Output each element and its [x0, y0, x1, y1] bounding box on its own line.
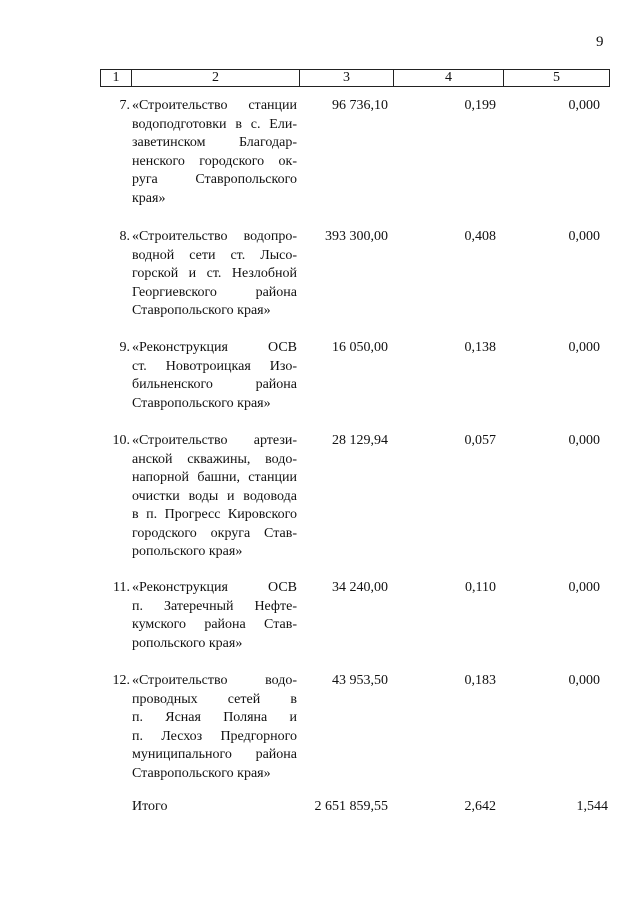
description-line: проводных сетей в: [132, 691, 297, 707]
row-number: 10.: [112, 433, 130, 448]
row-value-5: 0,000: [568, 433, 600, 448]
description-line: ненского городского ок-: [132, 153, 297, 169]
row-value-5: 0,000: [568, 580, 600, 595]
total-value-5: 1,544: [576, 799, 608, 814]
total-value-4: 2,642: [464, 799, 496, 814]
row-value-4: 0,183: [464, 673, 496, 688]
column-header-row: [100, 69, 610, 87]
description-line: муниципального района: [132, 747, 297, 762]
description-line: анской скважины, водо-: [132, 451, 297, 467]
description-line: водоподготовки в с. Ели-: [132, 116, 297, 132]
description-line: Георгиевского района: [132, 284, 297, 300]
description-line: в п. Прогресс Кировского: [132, 507, 297, 522]
row-amount: 16 050,00: [332, 340, 388, 355]
description-line: горской и ст. Незлобной: [132, 266, 297, 281]
row-description: [132, 579, 297, 653]
row-value-5: 0,000: [568, 673, 600, 688]
description-line: Ставропольского края»: [132, 395, 271, 411]
row-amount: 43 953,50: [332, 673, 388, 688]
description-line: ропольского края»: [132, 635, 243, 651]
row-amount: 96 736,10: [332, 98, 388, 113]
header-col-2: 2: [132, 70, 300, 87]
row-description: [132, 228, 297, 321]
description-line: «Строительство артези-: [132, 433, 297, 448]
description-line: п. Лесхоз Предгорного: [132, 728, 297, 744]
description-line: очистки воды и водовода: [132, 488, 297, 504]
row-amount: 393 300,00: [325, 229, 388, 244]
header-col-3: 3: [300, 70, 394, 87]
row-number: 9.: [119, 340, 130, 355]
total-label: Итого: [132, 799, 168, 814]
row-amount: 28 129,94: [332, 433, 388, 448]
description-line: Ставропольского края»: [132, 303, 271, 318]
header-col-1: 1: [101, 70, 132, 87]
row-number: 11.: [113, 580, 130, 595]
description-line: п. Ясная Поляна и: [132, 710, 297, 725]
row-description: [132, 339, 297, 413]
row-value-4: 0,057: [464, 433, 496, 448]
row-number: 8.: [119, 229, 130, 244]
row-value-4: 0,138: [464, 340, 496, 355]
row-value-5: 0,000: [568, 340, 600, 355]
description-line: ропольского края»: [132, 544, 243, 559]
row-value-4: 0,199: [464, 98, 496, 113]
description-line: «Реконструкция ОСВ: [132, 340, 297, 355]
description-line: «Строительство водопро-: [132, 229, 297, 244]
description-line: «Реконструкция ОСВ: [132, 580, 297, 595]
header-col-5: 5: [504, 70, 610, 87]
total-amount: 2 651 859,55: [314, 799, 388, 814]
row-number: 12.: [112, 673, 130, 688]
description-line: Ставропольского края»: [132, 765, 271, 781]
header-col-4: 4: [394, 70, 504, 87]
description-line: «Строительство станции: [132, 98, 297, 113]
description-line: городского округа Став-: [132, 525, 297, 541]
row-description: [132, 432, 297, 562]
row-value-4: 0,110: [465, 580, 496, 595]
row-value-5: 0,000: [568, 98, 600, 113]
row-amount: 34 240,00: [332, 580, 388, 595]
row-description: [132, 672, 297, 783]
description-line: ст. Новотроицкая Изо-: [132, 358, 297, 374]
row-value-4: 0,408: [464, 229, 496, 244]
description-line: края»: [132, 190, 166, 206]
page-number: 9: [596, 34, 604, 50]
description-line: напорной башни, станции: [132, 470, 297, 485]
description-line: водной сети ст. Лысо-: [132, 247, 297, 263]
row-number: 7.: [119, 98, 130, 113]
description-line: п. Затеречный Нефте-: [132, 598, 297, 614]
row-description: [132, 97, 297, 208]
description-line: руга Ставропольского: [132, 172, 297, 187]
row-value-5: 0,000: [568, 229, 600, 244]
description-line: бильненского района: [132, 377, 297, 392]
description-line: заветинском Благодар-: [132, 135, 297, 150]
description-line: «Строительство водо-: [132, 673, 297, 688]
description-line: кумского района Став-: [132, 617, 297, 632]
